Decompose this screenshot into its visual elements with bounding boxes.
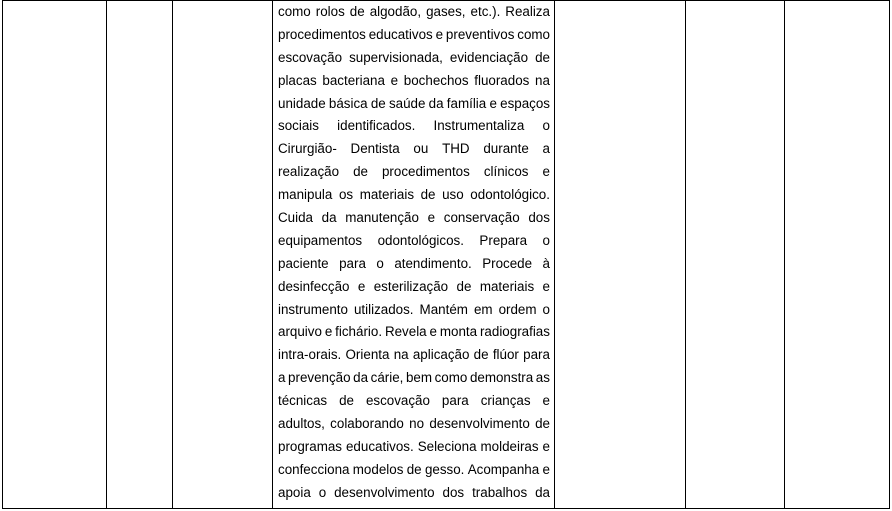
description-line: programas educativos. Seleciona moldeiras e xyxy=(278,438,550,454)
table-cell-col-3 xyxy=(173,1,273,509)
description-line: escovação supervisionada, evidenciação de xyxy=(278,49,550,65)
description-line: arquivo e fichário. Revela e monta radiografias xyxy=(278,324,550,340)
description-line: equipamentos odontológicos. Prepara o xyxy=(278,232,550,248)
description-line: placas bacteriana e bochechos fluorados na xyxy=(278,72,550,88)
description-line: intra-orais. Orienta na aplicação de flúor para xyxy=(278,347,550,363)
description-text xyxy=(278,1,550,505)
description-line: a prevenção da cárie, bem como demonstra as xyxy=(278,370,550,386)
job-description-table xyxy=(2,0,890,509)
table-cell-col-2 xyxy=(107,1,173,509)
description-line: manipula os materiais de uso odontológico. xyxy=(278,187,550,203)
description-line: apoia o desenvolvimento dos trabalhos da xyxy=(278,484,550,500)
description-line: procedimentos educativos e preventivos como xyxy=(278,26,550,42)
table-cell-col-6 xyxy=(686,1,785,509)
description-line: Cuida da manutenção e conservação dos xyxy=(278,210,550,226)
description-line: como rolos de algodão, gases, etc.). Realiza xyxy=(278,4,550,19)
table-cell-col-5 xyxy=(555,1,686,509)
table-cell-col-7 xyxy=(785,1,890,509)
description-cell xyxy=(273,1,555,509)
description-line: Cirurgião- Dentista ou THD durante a xyxy=(278,141,550,157)
description-line: técnicas de escovação para crianças e xyxy=(278,393,550,409)
description-line: realização de procedimentos clínicos e xyxy=(278,164,550,180)
description-line: desinfecção e esterilização de materiais e xyxy=(278,278,550,294)
description-line: confecciona modelos de gesso. Acompanha e xyxy=(278,461,550,477)
description-line: sociais identificados. Instrumentaliza o xyxy=(278,118,550,134)
table-row xyxy=(3,1,890,509)
description-line: instrumento utilizados. Mantém em ordem o xyxy=(278,301,550,317)
description-line: unidade básica de saúde da família e espaços xyxy=(278,95,550,111)
description-line: paciente para o atendimento. Procede à xyxy=(278,255,550,271)
description-line: adultos, colaborando no desenvolvimento de xyxy=(278,416,550,432)
table-cell-col-1 xyxy=(3,1,107,509)
